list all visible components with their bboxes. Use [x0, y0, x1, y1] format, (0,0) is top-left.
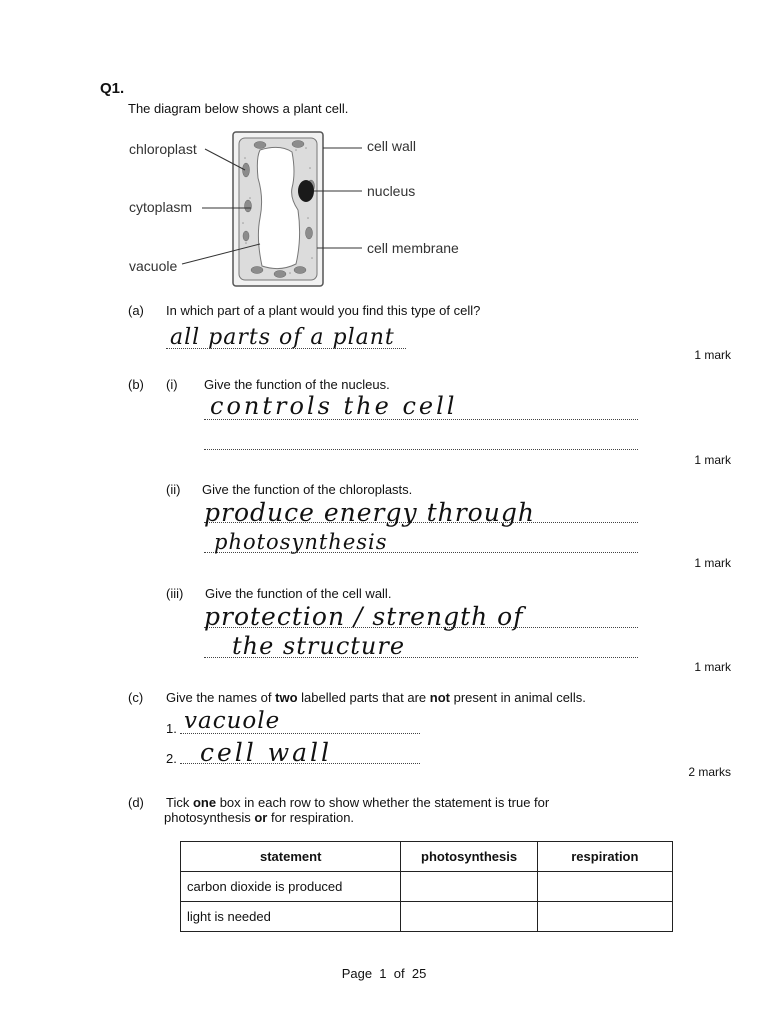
part-b-i-numeral: (i) — [166, 377, 178, 392]
part-c-prompt-bold-two: two — [275, 690, 298, 705]
part-b-iii-mark: 1 mark — [694, 660, 731, 674]
photosynthesis-tick-box[interactable] — [401, 872, 537, 902]
part-c-prompt-bold-not: not — [429, 690, 450, 705]
statement-cell: carbon dioxide is produced — [181, 872, 401, 902]
part-b-ii-numeral: (ii) — [166, 482, 181, 497]
footer-page-total: 25 — [411, 966, 427, 981]
respiration-tick-box[interactable] — [537, 872, 672, 902]
part-d-prompt-bold-one: one — [192, 795, 217, 810]
footer-page-word: Page — [341, 966, 373, 981]
label-cytoplasm: cytoplasm — [129, 199, 193, 215]
plant-cell-diagram — [120, 128, 480, 293]
part-b-iii-answer-line-1-text: protection / strength of — [204, 602, 524, 631]
table-row — [181, 872, 673, 902]
part-c-answer-1: vacuole — [184, 708, 281, 734]
question-number: Q1. — [100, 80, 125, 97]
part-c-item-2-number: 2. — [166, 751, 177, 766]
part-b-iii-answer-line-2-text: the structure — [232, 632, 406, 660]
part-a-answer: all parts of a plant — [170, 325, 395, 350]
statement-table — [180, 841, 673, 932]
part-b-ii-answer-line-2-text: photosynthesis — [214, 530, 388, 554]
part-a-mark: 1 mark — [694, 348, 731, 362]
part-c-mark: 2 marks — [688, 765, 731, 779]
part-b-letter: (b) — [128, 377, 144, 392]
part-b-i-answer: controls the cell — [210, 392, 458, 420]
part-a-letter: (a) — [128, 303, 144, 318]
photosynthesis-tick-box[interactable] — [401, 902, 537, 932]
part-d-prompt-line-2-pre: photosynthesis — [164, 810, 255, 825]
statement-cell: light is needed — [181, 902, 401, 932]
part-c-letter: (c) — [128, 690, 144, 705]
part-b-ii-mark: 1 mark — [694, 556, 731, 570]
question-intro: The diagram below shows a plant cell. — [128, 101, 349, 116]
part-d-prompt-mid: box in each row to show whether the statement is true for — [216, 795, 550, 810]
part-b-ii-prompt: Give the function of the chloroplasts. — [202, 482, 413, 497]
page-footer — [0, 966, 768, 981]
part-c-prompt-mid: labelled parts that are — [297, 690, 430, 705]
part-b-i-prompt: Give the function of the nucleus. — [204, 377, 390, 392]
part-b-iii-numeral: (iii) — [166, 586, 184, 601]
footer-page-number: 1 — [379, 966, 387, 981]
part-c-prompt-post: present in animal cells. — [449, 690, 586, 705]
header-respiration: respiration — [537, 842, 672, 872]
part-d-prompt-pre: Tick — [166, 795, 193, 810]
part-d-prompt-bold-or: or — [254, 810, 268, 825]
part-c-prompt — [166, 690, 586, 705]
part-c-item-1-number: 1. — [166, 721, 177, 736]
part-a-prompt: In which part of a plant would you find this type of cell? — [166, 303, 481, 318]
part-d-prompt-line-1 — [166, 795, 549, 810]
part-b-i-mark: 1 mark — [694, 453, 731, 467]
header-photosynthesis: photosynthesis — [401, 842, 537, 872]
respiration-tick-box[interactable] — [537, 902, 672, 932]
label-cell-wall: cell wall — [367, 138, 417, 154]
label-cell-membrane: cell membrane — [367, 240, 459, 256]
footer-of-word: of — [393, 966, 405, 981]
label-nucleus: nucleus — [367, 183, 416, 199]
label-vacuole: vacuole — [129, 258, 178, 274]
part-b-ii-answer-line-1-text: produce energy through — [204, 498, 535, 527]
table-row — [181, 902, 673, 932]
label-chloroplast: chloroplast — [129, 141, 197, 157]
part-c-answer-2: cell wall — [200, 738, 333, 767]
part-d-letter: (d) — [128, 795, 144, 810]
header-statement: statement — [181, 842, 401, 872]
part-b-iii-prompt: Give the function of the cell wall. — [205, 586, 392, 601]
part-b-i-answer-line-2[interactable] — [204, 449, 638, 450]
table-header-row — [181, 842, 673, 872]
part-d-prompt-line-2 — [164, 810, 354, 825]
part-d-prompt-line-2-post: for respiration. — [267, 810, 355, 825]
part-c-prompt-pre: Give the names of — [166, 690, 276, 705]
